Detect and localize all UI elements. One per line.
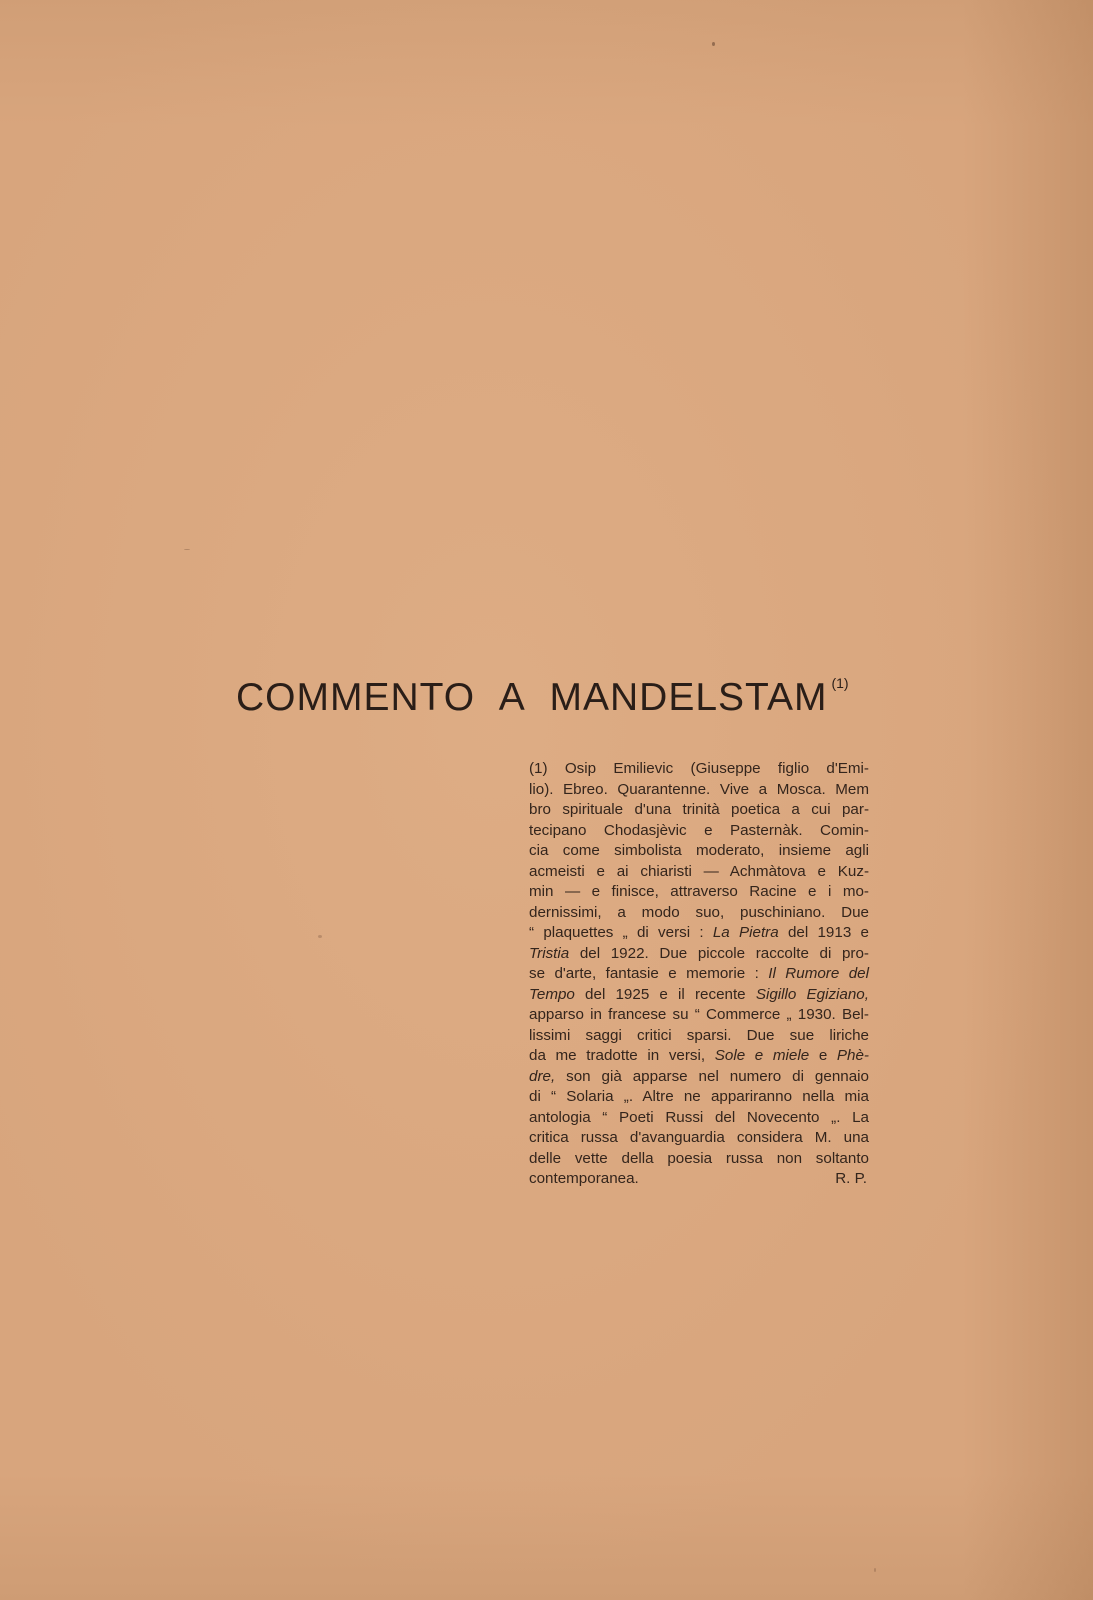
page-title xyxy=(236,676,849,717)
footnote-line xyxy=(529,944,869,965)
work-title-phedre-part1: Phè- xyxy=(836,1047,869,1064)
footnote-line: lissimi saggi critici sparsi. Due sue liriche xyxy=(529,1026,869,1044)
footnote-line: apparso in francese su “ Commerce „ 1930. Bel- xyxy=(529,1006,869,1023)
footnote-line: cia come simbolista moderato, insieme agli xyxy=(529,842,869,859)
footnote-line: acmeisti e ai chiaristi — Achmàtova e Kuz- xyxy=(529,862,869,880)
footnote xyxy=(529,759,869,1190)
work-title-phedre-part2: dre, xyxy=(529,1067,556,1085)
footnote-text: del 1925 e il recente xyxy=(585,985,746,1003)
footnote-line: delle vette della poesia russa non soltanto xyxy=(529,1149,869,1167)
work-title-la-pietra: La Pietra xyxy=(712,924,779,941)
footnote-text: del 1922. Due piccole raccolte di pro- xyxy=(579,944,869,962)
work-title-il-rumore: Il Rumore del xyxy=(768,965,869,982)
footnote-line xyxy=(529,1169,869,1190)
footnote-line xyxy=(529,923,869,944)
footnote-line: (1) Osip Emilievic (Giuseppe figlio d'Emi- xyxy=(529,760,869,777)
title-text: COMMENTO A MANDELSTAM xyxy=(236,676,828,719)
footnote-line: di “ Solaria „. Altre ne appariranno nella mia xyxy=(529,1088,869,1105)
paper-speck xyxy=(318,935,322,938)
footnote-text: “ plaquettes „ di versi : xyxy=(529,924,704,941)
footnote-line: tecipano Chodasjèvic e Pasternàk. Comin- xyxy=(529,821,869,839)
footnote-text: contemporanea. xyxy=(529,1170,639,1187)
footnote-line xyxy=(529,964,869,985)
footnote-line: dernissimi, a modo suo, puschiniano. Due xyxy=(529,903,869,921)
footnote-reference: (1) xyxy=(831,675,849,691)
work-title-sole-e-miele: Sole e miele xyxy=(714,1047,810,1064)
footnote-line: critica russa d'avanguardia considera M. una xyxy=(529,1129,869,1146)
work-title-sigillo-egiziano: Sigillo Egiziano, xyxy=(755,985,869,1003)
signature: R. P. xyxy=(835,1170,867,1187)
work-title-tristia: Tristia xyxy=(529,944,570,962)
footnote-line: min — e finisce, attraverso Racine e i mo- xyxy=(529,883,869,900)
footnote-line xyxy=(529,985,869,1006)
footnote-text: e xyxy=(818,1047,828,1064)
footnote-line xyxy=(529,1046,869,1067)
footnote-text: son già apparse nel numero di gennaio xyxy=(566,1067,869,1085)
footnote-line: antologia “ Poeti Russi del Novecento „. La xyxy=(529,1108,869,1126)
footnote-text: del 1913 e xyxy=(787,924,869,941)
work-title-tempo: Tempo xyxy=(529,985,575,1003)
paper-speck xyxy=(184,549,190,550)
footnote-line xyxy=(529,1067,869,1088)
footnote-line: bro spirituale d'una trinità poetica a cui par- xyxy=(529,801,869,818)
footnote-text: se d'arte, fantasie e memorie : xyxy=(529,965,759,982)
paper-speck xyxy=(712,42,715,46)
footnote-line: lio). Ebreo. Quarantenne. Vive a Mosca. Mem xyxy=(529,780,869,798)
paper-speck xyxy=(874,1568,876,1572)
footnote-text: da me tradotte in versi, xyxy=(529,1047,706,1064)
